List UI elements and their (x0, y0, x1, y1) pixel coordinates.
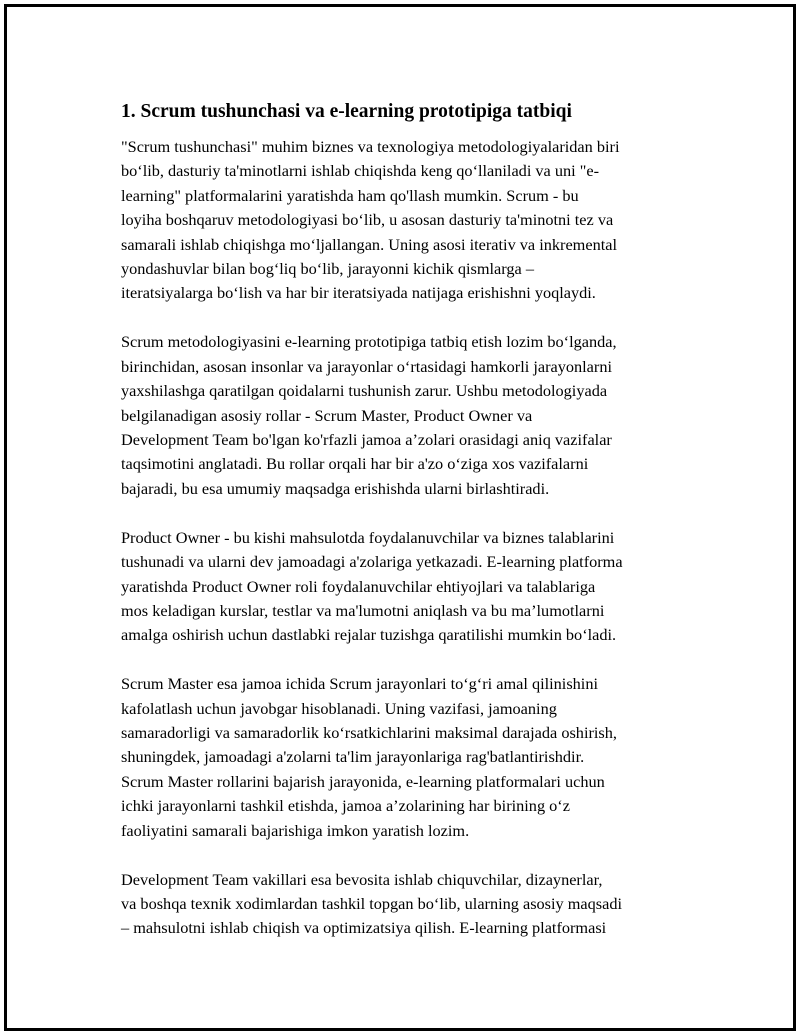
text-line: belgilanadigan asosiy rollar - Scrum Master, Product Owner va (121, 405, 533, 425)
section-heading: 1. Scrum tushunchasi va e-learning prototipiga tatbiqi (121, 101, 572, 122)
text-line: iteratsiyalarga bo‘lish va har bir iteratsiyada natijaga erishishni yoqlaydi. (121, 283, 596, 303)
text-line: Product Owner - bu kishi mahsulotda foydalanuvchilar va biznes talablarini (121, 527, 615, 547)
text-line: "Scrum tushunchasi" muhim biznes va texnologiya metodologiyalaridan biri (121, 137, 620, 156)
text-line: amalga oshirish uchun dastlabki rejalar tuzishga qaratilishi mumkin bo‘ladi. (121, 625, 617, 645)
page-frame (4, 4, 796, 1031)
text-line: yaxshilashga qaratilgan qoidalarni tushunish zarur. Ushbu metodologiyada (121, 381, 608, 401)
text-line: loyiha boshqaruv metodologiyasi bo‘lib, u asosan dasturiy ta'minotni tez va (121, 210, 614, 230)
paragraph-product-owner (121, 526, 701, 648)
text-line: va boshqa texnik xodimlardan tashkil topgan bo‘lib, ularning asosiy maqsadi (121, 893, 623, 913)
text-line: samaradorligi va samaradorlik ko‘rsatkichlarini maksimal darajada oshirish, (121, 723, 617, 743)
document-body (121, 99, 701, 965)
text-line: tushunadi va ularni dev jamoadagi a'zolariga yetkazadi. E-learning platforma (121, 552, 623, 572)
text-line: Development Team bo'lgan ko'rfazli jamoa a’zolari orasidagi aniq vazifalar (121, 429, 612, 449)
text-line: taqsimotini anglatadi. Bu rollar orqali har bir a'zo o‘ziga xos vazifalarni (121, 454, 589, 474)
text-line: Scrum Master esa jamoa ichida Scrum jarayonlari to‘g‘ri amal qilinishini (121, 674, 598, 694)
paragraph-scrum-master (121, 672, 701, 843)
text-line: – mahsulotni ishlab chiqish va optimizatsiya qilish. E-learning platformasi (121, 918, 607, 938)
text-line: shuningdek, jamoadagi a'zolarni ta'lim jarayonlariga rag'batlantirishdir. (121, 747, 585, 767)
paragraph-scrum-intro (121, 135, 701, 306)
text-line: bo‘lib, dasturiy ta'minotlarni ishlab chiqishda keng qo‘llaniladi va uni "e- (121, 161, 600, 181)
text-line: yaratishda Product Owner roli foydalanuvchilar ehtiyojlari va talablariga (121, 576, 596, 596)
text-line: bajaradi, bu esa umumiy maqsadga erishishda ularni birlashtiradi. (121, 478, 550, 498)
text-line: Development Team vakillari esa bevosita ishlab chiquvchilar, dizaynerlar, (121, 869, 603, 889)
paragraph-development-team (121, 868, 701, 941)
text-line: ichki jarayonlarni tashkil etishda, jamoa a’zolarining har birining o‘z (121, 796, 570, 816)
text-line: learning" platformalarini yaratishda ham qo'llash mumkin. Scrum - bu (121, 185, 579, 205)
text-line: faoliyatini samarali bajarishiga imkon yaratish lozim. (121, 820, 470, 840)
text-line: samarali ishlab chiqishga mo‘ljallangan. Uning asosi iterativ va inkremental (121, 234, 617, 254)
text-line: Scrum Master rollarini bajarish jarayonida, e-learning platformalari uchun (121, 771, 605, 791)
text-line: birinchidan, asosan insonlar va jarayonlar o‘rtasidagi hamkorli jarayonlarni (121, 356, 612, 376)
text-line: mos keladigan kurslar, testlar va ma'lumotni aniqlash va bu ma’lumotlarni (121, 600, 605, 620)
text-line: yondashuvlar bilan bog‘liq bo‘lib, jarayonni kichik qismlarga – (121, 259, 534, 279)
text-line: Scrum metodologiyasini e-learning prototipiga tatbiq etish lozim bo‘lganda, (121, 332, 617, 352)
text-line: kafolatlash uchun javobgar hisoblanadi. Uning vazifasi, jamoaning (121, 698, 557, 718)
paragraph-scrum-roles (121, 330, 701, 501)
